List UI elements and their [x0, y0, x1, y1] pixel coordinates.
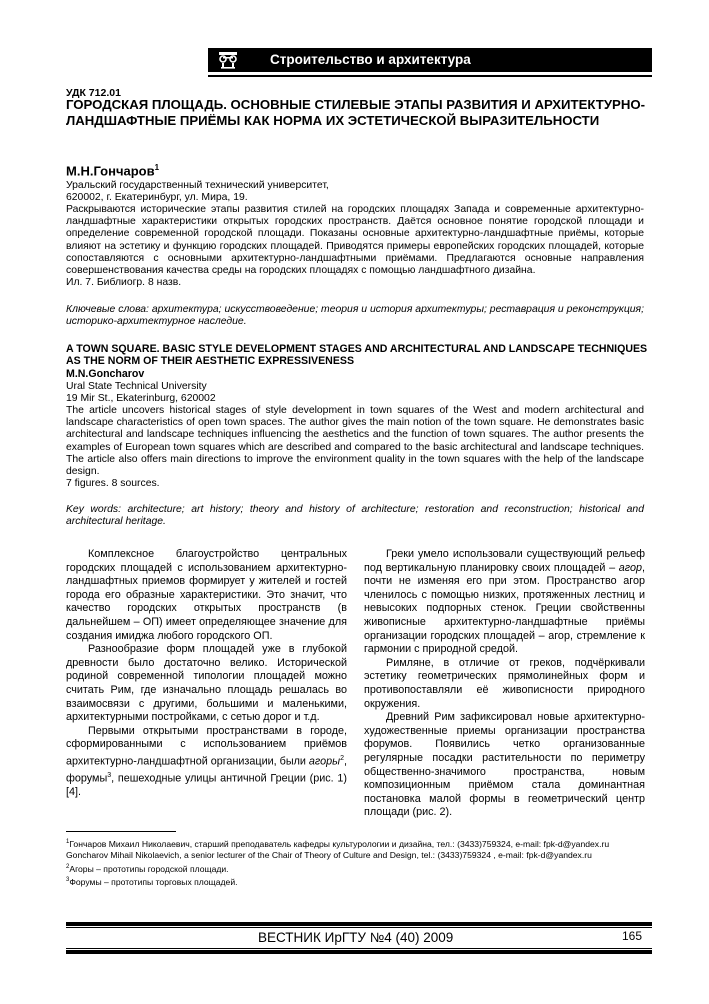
abstract-en [66, 405, 644, 490]
footnote [66, 850, 644, 861]
paragraph: Древний Рим зафиксировал новые архитектурно-художественные приемы организации пространства форумов. Появились четко организованные регулярные посадки растительности по периметру общественно-значимого пространства, новым композиционным приёмом стала доминантная постановка малой формы в геометрический центр площади (рис. 2). [364, 711, 645, 819]
italic-term: агор [618, 561, 642, 574]
text-run: Первыми открытыми пространствами в городе, сформированными с использованием приёмов архитектурно-ландшафтной организации, были [66, 724, 347, 768]
affiliation-en [66, 381, 644, 405]
affiliation-en-line: Ural State Technical University [66, 381, 207, 392]
footnote-text: Форумы – прототипы торговых площадей. [69, 876, 238, 887]
journal-name: ВЕСТНИК ИрГТУ №4 (40) 2009 [258, 930, 454, 945]
text-run: , форумы [66, 755, 347, 785]
footnote-ref-3[interactable]: 3 [107, 772, 112, 780]
footer-rule-thick [66, 950, 652, 954]
italic-term: агоры [308, 755, 341, 768]
author-en: M.N.Goncharov [66, 368, 145, 380]
footnote-mark: 1 [66, 839, 70, 845]
article-title-en: A TOWN SQUARE. BASIC STYLE DEVELOPMENT STAGES AND ARCHITECTURAL AND LANDSCAPE TECHNIQUES AS THE NORM OF THEIR AESTHETIC EXPRESSIVENESS [66, 343, 648, 368]
header-divider [208, 75, 652, 77]
udk-code: УДК 712.01 [66, 87, 121, 99]
footnote-ref-1[interactable]: 1 [154, 163, 160, 172]
footer-rule-thin [66, 948, 652, 949]
footnote-mark: 2 [66, 863, 70, 870]
keywords-en: Key words: architecture; art history; theory and history of architecture; restoration and reconstruction; historical and architectural heritage. [66, 504, 644, 528]
section-header-band [208, 48, 652, 72]
affiliation-ru-line: Уральский государственный технический университет, [66, 180, 329, 191]
footnote [66, 862, 644, 875]
paragraph: Комплексное благоустройство центральных городских площадей с использованием архитектурно-ландшафтных приемов формирует у жителей и гостей города его образные характеристики. Это значит, что качество городских открытых пространств (в дальнейшем – ОП) имеет определяющее значение для создания имиджа любого городского ОП. [66, 548, 347, 642]
stats-en: 7 figures. 8 sources. [66, 478, 160, 490]
author-ru [66, 163, 159, 178]
page-number: 165 [622, 929, 643, 943]
affiliation-ru [66, 180, 644, 204]
abstract-ru [66, 204, 644, 289]
footnote [66, 837, 644, 850]
footnote-mark: 3 [66, 876, 70, 883]
footnote-divider [66, 831, 176, 832]
footer-rule-thick [66, 922, 652, 926]
paragraph: Римляне, в отличие от греков, подчёркивали эстетику геометрических прямолинейных форм и противопоставляли её живописности природного окружения. [364, 656, 645, 710]
abstract-en-text: The article uncovers historical stages of style development in town squares of the West and modern architectural and landscape characteristics of open town spaces. The author gives the main notion of the town square. He demonstrates basic architectural and landscape techniques influencing the aesthetics and the function of town squares. The author presents the examples of European town squares which are described and compared to the basic architectural and landscape techniques. The article also offers main directions to improve the environment quality in the town squares with the help of the landscape design. [66, 405, 644, 478]
ionic-capital-icon [218, 51, 238, 69]
author-name-ru: М.Н.Гончаров [66, 163, 155, 179]
text-run: , пешеходные улицы античной Греции (рис. 1) [4]. [66, 772, 347, 799]
text-run: , почти не изменяя его при этом. Пространство агор членилось с помощью низких, протяженных лестниц и невысоких подпорных стенок. Греции свойственны живописные архитектурно-ландшафтные приёмы организации городских площадей – агор, стремление к гармонии с природной средой. [364, 561, 645, 656]
paragraph: Разнообразие форм площадей уже в глубокой древности было достаточно велико. Исторической родиной современной типологии площадей можно считать Рим, где изначально площадь решалась во взаимосвязи с другими, большими и маленькими, архитектурными постройками, с сетью дорог и т.д. [66, 643, 347, 724]
keywords-ru: Ключевые слова: архитектура; искусствоведение; теория и история архитектуры; реставрация и реконструкция; историко-архитектурное наследие. [66, 304, 644, 328]
stats-ru: Ил. 7. Библиогр. 8 назв. [66, 277, 182, 289]
body-column-left [66, 548, 347, 800]
article-title-ru: ГОРОДСКАЯ ПЛОЩАДЬ. ОСНОВНЫЕ СТИЛЕВЫЕ ЭТАПЫ РАЗВИТИЯ И АРХИТЕКТУРНО-ЛАНДШАФТНЫЕ ПРИЁМЫ КАК НОРМА ИХ ЭСТЕТИЧЕСКОЙ ВЫРАЗИТЕЛЬНОСТИ [66, 97, 645, 128]
footnote-ref-2[interactable]: 2 [340, 754, 344, 762]
abstract-ru-text: Раскрываются исторические этапы развития стилей на городских площадях Запада и современные архитектурно-ландшафтные характеристики открытых городских пространств. Даётся основное понятие городской площади и определение современной городской площади. Показаны основные архитектурно-ландшафтные приёмы, которые влияют на эстетику и функцию городских площадей. Приводятся примеры европейских городских площадей, которые сопоставляются с основными архитектурно-ландшафтными приёмами. Предлагаются основные направления совершенствования качества среды на городских площадях с помощью ландшафтного дизайна. [66, 204, 644, 277]
text-run: Греки умело использовали существующий рельеф под вертикальную планировку своих площадей – [364, 548, 645, 574]
footnotes [66, 837, 644, 888]
affiliation-ru-line: 620002, г. Екатеринбург, ул. Мира, 19. [66, 192, 248, 204]
footnote-text: Goncharov Mihail Nikolaevich, a senior lecturer of the Chair of Theory of Culture and Design, tel.: (3433)759324 , e-mail: fpk-d@yandex.ru [66, 850, 592, 861]
footnote [66, 875, 644, 888]
section-title: Строительство и архитектура [270, 52, 471, 67]
paragraph [364, 548, 645, 657]
body-column-right [364, 548, 645, 820]
footnote-text: Гончаров Михаил Николаевич, старший преподаватель кафедры культурологии и дизайна, тел.: (3433)759324, e-mail: fpk-d@yandex.ru [69, 838, 610, 849]
footer-rule-thin [66, 927, 652, 928]
affiliation-en-line: 19 Mir St., Ekaterinburg, 620002 [66, 393, 216, 405]
paragraph [66, 725, 347, 800]
footnote-text: Агоры – прототипы городской площади. [69, 863, 229, 874]
